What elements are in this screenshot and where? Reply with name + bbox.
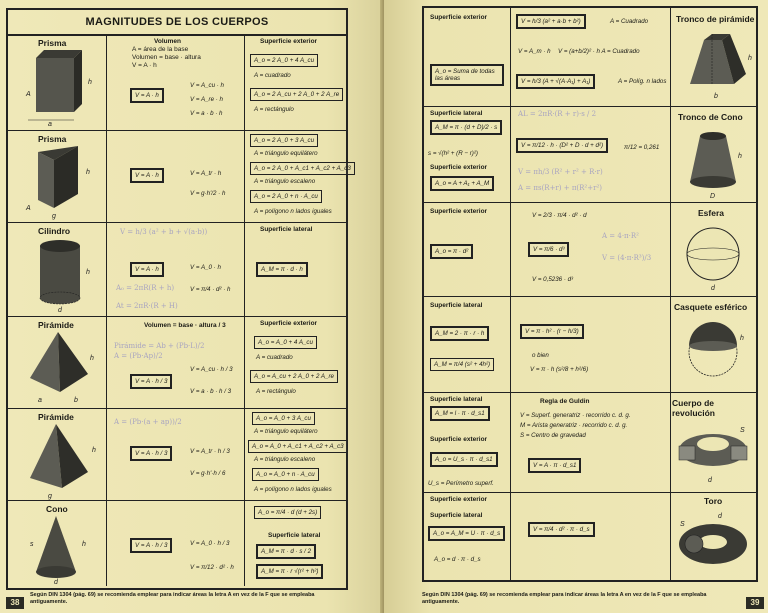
triangular-pyramid-figure (8, 408, 104, 498)
surface-header: Superficie lateral (268, 532, 321, 539)
volume-cell (106, 500, 245, 586)
surface-formula: A_M = l · π · d_s1 (430, 406, 490, 421)
surface-note: A = polígono n lados iguales (254, 208, 332, 215)
volume-note: A = Políg. n lados (618, 78, 667, 85)
volume-formula: V = A · h (130, 88, 164, 103)
volume-note: V = A · h (132, 62, 157, 69)
frustum-pyramid-figure (670, 8, 756, 104)
svg-text:h: h (92, 447, 96, 454)
footnote: Según DIN 1304 (pág. 69) se recomienda emplear para indicar áreas la letra A en vez de la F que se empleaba antiguamente. (30, 592, 315, 605)
handwritten-note: AL = 2πR·(R + r)·s / 2 (518, 110, 597, 118)
surface-cell (424, 106, 511, 202)
figure-cell (670, 202, 756, 296)
surface-header: Superficie exterior (430, 208, 488, 215)
surface-header: Superficie lateral (430, 512, 483, 519)
surface-cell (244, 316, 344, 408)
cylinder-figure (8, 222, 104, 314)
surface-formula: A_o = 2 A_0 + A_c1 + A_c2 + A_c3 (250, 162, 355, 175)
surface-cell (244, 500, 344, 586)
surface-cell (424, 492, 511, 580)
svg-text:S: S (740, 427, 745, 434)
volume-cell (510, 202, 671, 296)
volume-cell (510, 492, 671, 580)
figure-cell (670, 392, 756, 492)
volume-variant: V = a · b · h (190, 110, 223, 117)
surface-note: A = rectángulo (254, 106, 294, 113)
svg-text:A: A (26, 205, 31, 212)
surface-formula: A_o = 2 A_0 + n · A_cu (250, 190, 322, 203)
volume-variant: V = 2/3 · π/4 · d² · d (532, 212, 587, 219)
row-toro (424, 492, 756, 580)
svg-text:h: h (748, 55, 752, 62)
svg-text:h: h (740, 335, 744, 342)
svg-text:b: b (714, 93, 718, 100)
volume-cell (106, 34, 245, 130)
surface-note: A = cuadrado (254, 72, 291, 79)
volume-formula: V = A · h / 3 (130, 538, 172, 553)
figure-name: Tronco de Cono (678, 112, 743, 122)
guldin-line: V = Superf. generatriz · recorrido c. d. g. (520, 412, 631, 419)
surface-formula: A_o = A_0 + A_c1 + A_c2 + A_c3 (248, 440, 348, 453)
volume-variant: V = 0,5236 · d³ (532, 276, 574, 283)
svg-text:S: S (680, 521, 685, 528)
volume-variant: V = g·h'/2 · h (190, 190, 226, 197)
row-prisma-2 (8, 130, 351, 223)
volume-cell (106, 316, 245, 408)
row-casquete (424, 296, 756, 393)
surface-cell (424, 202, 511, 296)
surface-formula: A_o = A_cu + 2 A_0 + 2 A_re (250, 370, 338, 383)
figure-cell (8, 222, 107, 316)
handwritten-note: A₀ = 2πR(R + h) (116, 284, 175, 292)
volume-note: Volumen = base · altura (132, 54, 201, 61)
figure-cell (670, 8, 756, 106)
figure-name: Pirámide (38, 320, 74, 330)
figure-cell (670, 296, 756, 392)
surface-note: A = triángulo escaleno (254, 456, 316, 463)
handwritten-note: A = πs(R+r) + π(R²+r²) (518, 184, 602, 192)
torus-figure (670, 492, 756, 578)
surface-formula: A_o = 2 A_0 + 4 A_cu (250, 54, 318, 67)
surface-cell (244, 222, 344, 316)
volume-variant: V = A_tr · h (190, 170, 222, 177)
volume-cell (510, 392, 671, 492)
svg-text:A: A (26, 91, 31, 98)
volume-header: Volumen (154, 38, 181, 45)
surface-cell (244, 34, 344, 130)
volume-header: Volumen = base · altura / 3 (144, 322, 226, 329)
left-table (6, 8, 351, 590)
volume-variant: V = π · h (s²/8 + h²/6) (530, 366, 589, 373)
handwritten-note: Pirámide = Ab + (Pb·L)/2 (114, 342, 205, 350)
guldin-title: Regla de Guldin (540, 398, 590, 405)
page-number: 38 (6, 597, 24, 609)
volume-formula: V = A · h (130, 168, 164, 183)
surface-formula: A_o = π/4 · d (d + 2s) (254, 506, 321, 519)
volume-cell (510, 296, 671, 392)
svg-text:h: h (86, 169, 90, 176)
volume-note: A = Cuadrado (610, 18, 649, 25)
svg-text:g: g (52, 213, 56, 220)
volume-cell (106, 130, 245, 222)
svg-text:h: h (88, 79, 92, 86)
volume-formula: V = π · h² · (r − h/3) (520, 324, 584, 339)
surface-cell (424, 392, 511, 492)
volume-variant: V = A_re · h (190, 96, 223, 103)
surface-cell (424, 296, 511, 392)
surface-formula: A_o = 2 A_0 + 3 A_cu (250, 134, 318, 147)
volume-formula: V = A · π · d_s1 (528, 458, 581, 473)
svg-text:b: b (74, 397, 78, 404)
volume-variant: V = π/12 · d² · h (190, 564, 234, 571)
volume-formula: V = h/3 (a² + a·b + b²) (516, 14, 586, 29)
surface-formula: A_o = A_0 + 4 A_cu (254, 336, 317, 349)
spherical-cap-figure (670, 296, 756, 390)
surface-formula: A_o = A_0 + n · A_cu (252, 468, 319, 481)
surface-formula: A_M = 2 · π · r · h (430, 326, 489, 341)
surface-header: Superficie exterior (430, 436, 488, 443)
guldin-line: S = Centro de gravedad (520, 432, 586, 439)
handwritten-note: V = (4·π·R³)/3 (602, 254, 652, 262)
svg-text:a: a (38, 397, 42, 404)
page-title: MAGNITUDES DE LOS CUERPOS (8, 10, 346, 36)
row-piramide-2 (8, 408, 346, 501)
figure-cell (8, 316, 107, 408)
surface-formula: A_o = A_M = U · π · d_s (428, 526, 505, 541)
volume-formula: V = π/6 · d³ (528, 242, 569, 257)
svg-text:h: h (86, 269, 90, 276)
volume-constant: π/12 = 0,261 (624, 144, 660, 151)
surface-header: Superficie lateral (430, 110, 483, 117)
surface-note: s = √(h² + (R − r)²) (428, 150, 478, 157)
surface-note: A = triángulo equilátero (254, 428, 318, 435)
row-esfera (424, 202, 756, 297)
figure-name: Esfera (698, 208, 724, 218)
figure-name: Prisma (38, 134, 67, 144)
svg-text:d: d (708, 477, 712, 484)
figure-cell (670, 106, 756, 202)
frustum-cone-figure (670, 106, 756, 202)
right-page (384, 0, 768, 613)
handwritten-note: At = 2πR·(R + H) (116, 302, 178, 310)
handwritten-note: V = h/3 (a² + b + √(a·b)) (120, 228, 208, 236)
volume-cell (510, 106, 671, 202)
surface-header: Superficie exterior (430, 164, 488, 171)
figure-name: Toro (704, 496, 723, 506)
svg-text:h: h (82, 541, 86, 548)
surface-header: Superficie exterior (430, 496, 488, 503)
volume-variant: V = A_tr · h / 3 (190, 448, 230, 455)
volume-note: V = (a+b/2)² · h A = Cuadrado (558, 48, 640, 55)
volume-cell (106, 408, 245, 500)
volume-formula: V = A · h / 3 (130, 446, 172, 461)
figure-name: Prisma (38, 38, 67, 48)
surface-header: Superficie lateral (430, 396, 483, 403)
volume-formula: V = h/3 (A + √(A·A₁) + A₁) (516, 74, 595, 89)
row-cilindro (8, 222, 346, 317)
surface-formula: A_o = U_s · π · d_s1 (430, 452, 498, 467)
surface-note: A = polígono n lados iguales (254, 486, 332, 493)
cone-figure (8, 500, 104, 586)
surface-variant: A_o = d · π · d_s (434, 556, 481, 563)
volume-cell (510, 8, 671, 106)
guldin-line: M = Arista generatriz · recorrido c. d. g. (520, 422, 628, 429)
row-cono (8, 500, 346, 586)
surface-formula: A_o = 2 A_cu + 2 A_0 + 2 A_re (250, 88, 343, 101)
svg-text:D: D (710, 193, 716, 200)
row-tronco-piramide (424, 8, 756, 107)
svg-text:d: d (54, 579, 58, 586)
surface-header: Superficie exterior (260, 320, 318, 327)
figure-name: Cilindro (38, 226, 71, 236)
surface-cell (244, 408, 344, 500)
handwritten-note: A = 4·π·R² (602, 232, 639, 240)
surface-note: A = triángulo escaleno (254, 178, 316, 185)
figure-cell (670, 492, 756, 580)
surface-cell (244, 130, 351, 222)
volume-variant: V = A_cu · h (190, 82, 224, 89)
surface-cell (424, 8, 511, 106)
surface-formula: A_M = π · d · h (256, 262, 308, 277)
volume-note: o bien (532, 352, 549, 359)
volume-formula: V = π/4 · d² · π · d_s (528, 522, 595, 537)
volume-cell (106, 222, 245, 316)
surface-note: U_s = Perímetro superf. (428, 480, 494, 487)
pyramid-figure (8, 316, 104, 406)
row-revolucion (424, 392, 756, 493)
svg-text:d: d (711, 285, 715, 292)
svg-text:g: g (48, 493, 52, 500)
surface-formula: A_o = Suma de todas las áreas (430, 64, 504, 86)
svg-text:d: d (58, 307, 62, 314)
volume-variant: V = a · b · h / 3 (190, 388, 232, 395)
figure-name: Cuerpo de revolución (672, 398, 715, 418)
triangular-prism-figure (8, 130, 104, 220)
surface-header: Superficie lateral (430, 302, 483, 309)
volume-formula: V = π/12 · h · (D² + D · d + d²) (516, 138, 608, 153)
surface-note: A = rectángulo (256, 388, 296, 395)
volume-variant: V = A_m · h (518, 48, 551, 55)
surface-formula: A_M = π · d · s / 2 (256, 544, 316, 559)
figure-cell (8, 34, 107, 130)
figure-name: Pirámide (38, 412, 74, 422)
svg-text:d: d (718, 513, 722, 520)
row-tronco-cono (424, 106, 756, 203)
svg-text:s: s (30, 541, 34, 548)
svg-text:a: a (48, 121, 52, 128)
volume-note: A = área de la base (132, 46, 189, 53)
surface-note: A = triángulo equilátero (254, 150, 318, 157)
right-table (422, 6, 758, 582)
volume-variant: V = A_0 · h / 3 (190, 540, 230, 547)
volume-variant: V = g·h'·h / 6 (190, 470, 226, 477)
surface-formula: A_M = π/4 (s² + 4h²) (430, 358, 494, 371)
figure-name: Tronco de pirámide (676, 14, 755, 24)
revolution-body-figure (670, 392, 756, 490)
handwritten-note: V = πh/3 (R² + r² + R·r) (518, 168, 603, 176)
surface-header: Superficie exterior (430, 14, 488, 21)
svg-text:h: h (738, 153, 742, 160)
figure-name: Cono (46, 504, 68, 514)
volume-variant: V = A_0 · h (190, 264, 221, 271)
handwritten-note: A = (Pb·(a + ap))/2 (114, 418, 182, 426)
volume-variant: V = π/4 · d² · h (190, 286, 231, 293)
volume-variant: V = A_cu · h / 3 (190, 366, 233, 373)
surface-formula: A_M = π · (d + D)/2 · s (430, 120, 502, 135)
volume-formula: V = A · h (130, 262, 164, 277)
figure-cell (8, 408, 107, 500)
footnote: Según DIN 1304 (pág. 69) se recomienda emplear para indicar áreas la letra A en vez de la F que se empleaba antiguamente. (422, 592, 707, 605)
handwritten-note: A = (Pb·Ap)/2 (114, 352, 163, 360)
figure-cell (8, 130, 107, 222)
surface-header: Superficie lateral (260, 226, 313, 233)
surface-header: Superficie exterior (260, 38, 318, 45)
svg-text:h: h (90, 355, 94, 362)
surface-formula: A_o = π · d² (430, 244, 473, 259)
surface-note: A = cuadrado (256, 354, 293, 361)
figure-cell (8, 500, 107, 586)
page-number: 39 (746, 597, 764, 609)
figure-name: Casquete esférico (674, 302, 748, 312)
volume-formula: V = A · h / 3 (130, 374, 172, 389)
row-piramide-1 (8, 316, 346, 409)
surface-formula: A_M = π · r √(r² + h²) (256, 564, 323, 579)
surface-formula: A_o = A_0 + 3 A_cu (252, 412, 315, 425)
sphere-figure (670, 202, 756, 294)
surface-formula: A_o = A + A₁ + A_M (430, 176, 494, 191)
prism-figure (8, 34, 104, 128)
row-prisma-1 (8, 34, 346, 131)
